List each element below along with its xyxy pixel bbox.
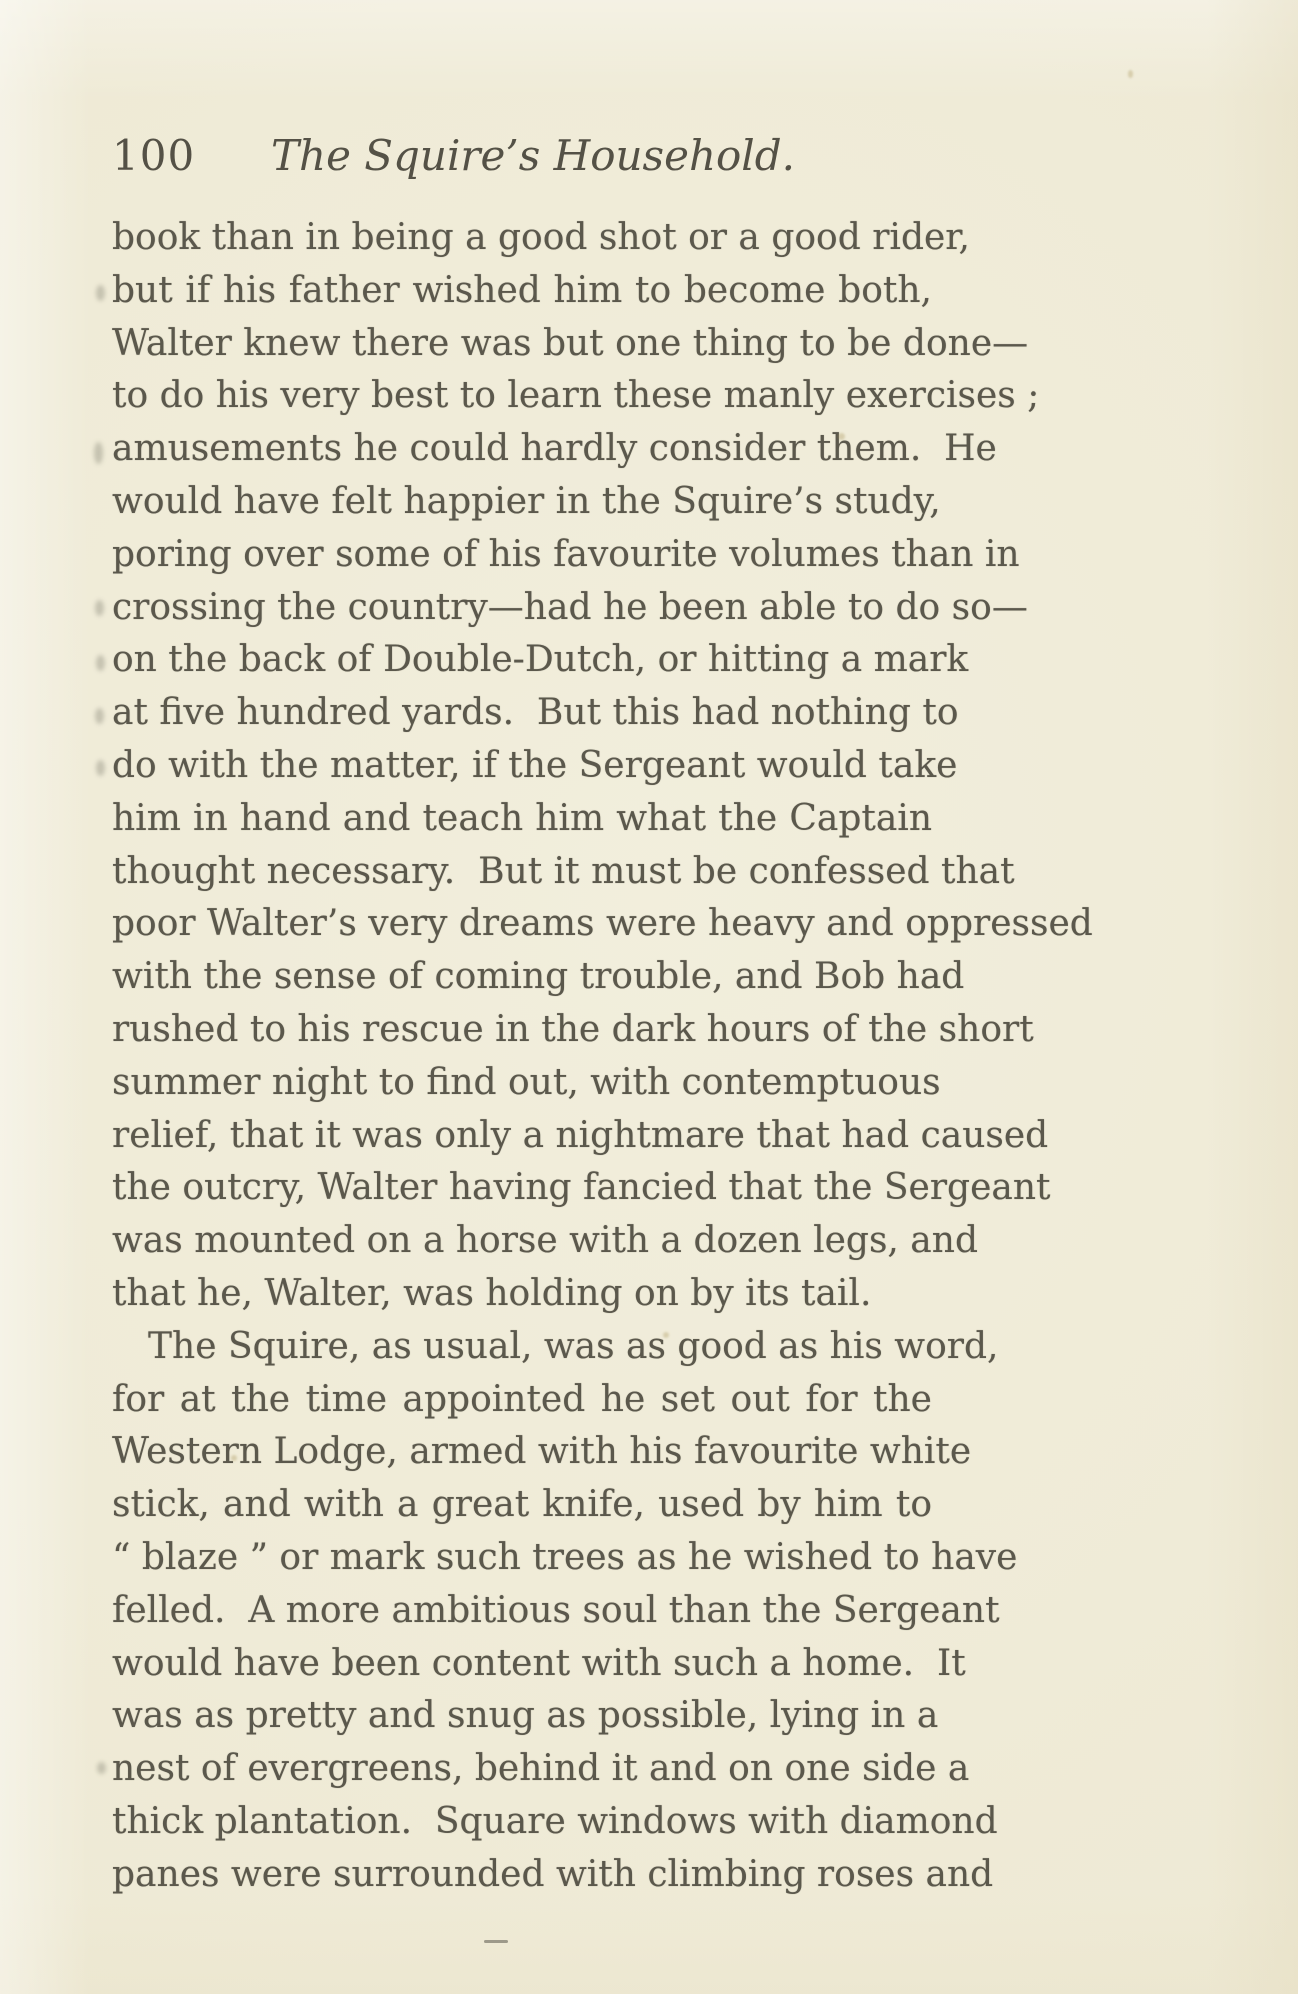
paper-fleck [663, 1332, 669, 1338]
paragraph [112, 212, 1093, 1321]
paragraph [112, 1321, 1018, 1902]
text-line: for at the time appointed he set out for the [112, 1378, 932, 1420]
text-line: felled. A more ambitious soul than the Sergeant [112, 1589, 1000, 1631]
margin-smudge [96, 285, 105, 301]
text-line: thick plantation. Square windows with diamond [112, 1800, 998, 1842]
text-line: “ blaze ” or mark such trees as he wished to have [112, 1536, 1018, 1578]
text-line: was as pretty and snug as possible, lying in a [112, 1695, 939, 1737]
text-line: would have been content with such a home. It [112, 1642, 966, 1684]
paper-fleck [231, 1455, 237, 1461]
stray-ink-mark [484, 1940, 508, 1943]
text-line: crossing the country—had he been able to do so— [112, 586, 1028, 628]
text-line: that he, Walter, was holding on by its tail. [112, 1272, 872, 1314]
margin-smudge [95, 708, 104, 724]
text-line: relief, that it was only a nightmare that had caused [112, 1114, 1049, 1156]
page-number: 100 [112, 131, 196, 180]
text-line: on the back of Double-Dutch, or hitting a mark [112, 639, 969, 681]
text-line: but if his father wished him to become both, [112, 269, 932, 311]
running-title: The Squire’s Household. [271, 131, 795, 180]
text-line: nest of evergreens, behind it and on one side a [112, 1748, 970, 1790]
text-line: panes were surrounded with climbing roses and [112, 1853, 994, 1895]
text-line: thought necessary. But it must be confessed that [112, 850, 1015, 892]
margin-smudge [97, 1762, 106, 1774]
text-line: with the sense of coming trouble, and Bob had [112, 956, 965, 998]
text-line: poring over some of his favourite volumes than in [112, 533, 1020, 575]
text-line: the outcry, Walter having fancied that the Sergeant [112, 1167, 1051, 1209]
text-line: rushed to his rescue in the dark hours of the short [112, 1008, 1034, 1050]
text-line: him in hand and teach him what the Captain [112, 797, 932, 839]
text-line: summer night to find out, with contemptuous [112, 1061, 941, 1103]
text-line: Walter knew there was but one thing to be done— [112, 322, 1029, 364]
text-line: was mounted on a horse with a dozen legs, and [112, 1220, 979, 1262]
text-line: Western Lodge, armed with his favourite white [112, 1431, 972, 1473]
paper-fleck [1128, 70, 1133, 78]
page-header [112, 130, 932, 182]
paper-fleck [838, 433, 845, 440]
text-line: do with the matter, if the Sergeant would take [112, 744, 958, 786]
text-line: would have felt happier in the Squire’s study, [112, 480, 941, 522]
text-line: to do his very best to learn these manly exercises ; [112, 375, 1040, 417]
text-block [112, 212, 1093, 1902]
text-line: The Squire, as usual, was as good as his word, [148, 1325, 999, 1367]
margin-smudge [95, 600, 104, 616]
text-line: book than in being a good shot or a good rider, [112, 217, 970, 258]
text-line: at five hundred yards. But this had nothing to [112, 692, 959, 734]
margin-smudge [96, 760, 105, 776]
margin-smudge [96, 655, 105, 671]
text-line: stick, and with a great knife, used by him to [112, 1484, 932, 1526]
margin-smudge [94, 442, 103, 464]
text-line: amusements he could hardly consider them. He [112, 428, 997, 470]
text-line: poor Walter’s very dreams were heavy and oppressed [112, 903, 1093, 945]
